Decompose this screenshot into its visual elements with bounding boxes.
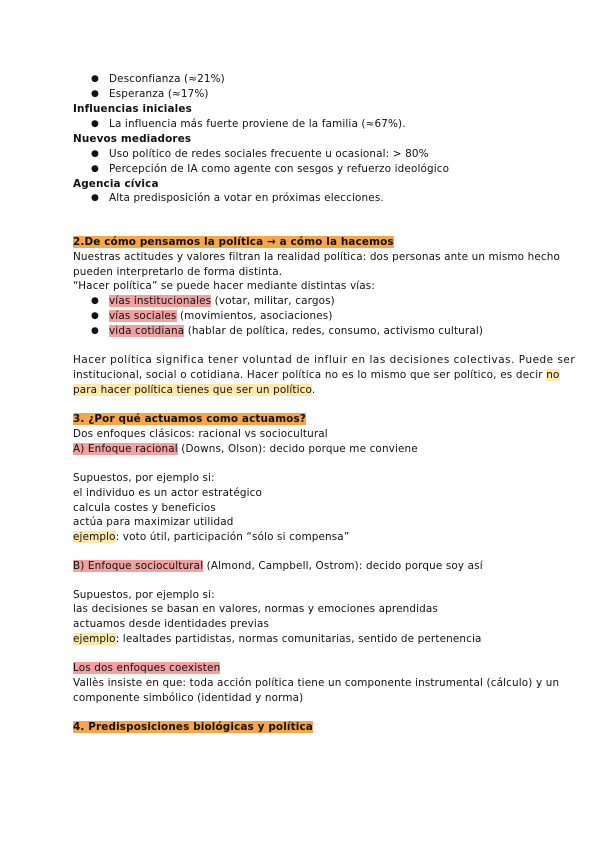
paragraph-text: : voto útil, participación “sólo si compensa” xyxy=(115,531,350,543)
paragraph-line: actúa para maximizar utilidad xyxy=(73,516,234,528)
paragraph-line: pueden interpretarlo de forma distinta. xyxy=(73,266,283,278)
paragraph-line: Supuestos, por ejemplo si: xyxy=(73,589,215,601)
highlight: B) Enfoque sociocultural xyxy=(73,560,204,572)
bullet-icon: ● xyxy=(91,164,100,174)
paragraph-line: Dos enfoques clásicos: racional vs sociocultural xyxy=(73,428,328,440)
bullet-icon: ● xyxy=(91,193,100,203)
list-item: Desconfianza (≈21%) xyxy=(109,73,225,85)
list-item-text: (votar, militar, cargos) xyxy=(211,295,335,307)
bullet-icon: ● xyxy=(91,119,100,129)
paragraph-line xyxy=(73,383,315,397)
list-item: Esperanza (≈17%) xyxy=(109,88,209,100)
paragraph-line: calcula costes y beneficios xyxy=(73,502,216,514)
list-item: Percepción de IA como agente con sesgos y refuerzo ideológico xyxy=(109,163,450,175)
paragraph-line: componente simbólico (identidad y norma) xyxy=(73,692,304,704)
paragraph-line: las decisiones se basan en valores, normas y emociones aprendidas xyxy=(73,603,438,615)
highlight: ejemplo xyxy=(73,633,116,645)
highlight: vías institucionales xyxy=(109,295,212,307)
subheading: Influencias iniciales xyxy=(73,103,192,115)
list-item: La influencia más fuerte proviene de la familia (≈67%). xyxy=(109,118,406,130)
highlight: ejemplo xyxy=(73,531,116,543)
section-heading-text: 2.De cómo pensamos la política → a cómo la hacemos xyxy=(73,236,394,248)
paragraph-line: Supuestos, por ejemplo si: xyxy=(73,472,215,484)
bullet-icon: ● xyxy=(91,149,100,159)
paragraph-line: Hacer política significa tener voluntad de influir en las decisiones colectivas. Puede ser xyxy=(73,354,576,366)
section-heading xyxy=(73,720,313,734)
paragraph-text: (Downs, Olson): decido porque me conviene xyxy=(177,443,418,455)
paragraph-line: Nuestras actitudes y valores filtran la realidad política: dos personas ante un mismo hecho xyxy=(73,251,561,263)
paragraph-line: “Hacer política” se puede hacer mediante distintas vías: xyxy=(73,280,376,292)
section-heading xyxy=(73,235,394,249)
paragraph-line: el individuo es un actor estratégico xyxy=(73,487,263,499)
list-item xyxy=(109,294,335,308)
list-item xyxy=(109,324,483,338)
highlight: vías sociales xyxy=(109,310,177,322)
highlight: para hacer política tienes que ser un político xyxy=(73,384,312,396)
highlight: Los dos enfoques coexisten xyxy=(73,662,221,674)
paragraph-line: Vallès insiste en que: toda acción política tiene un componente instrumental (cálculo) y un xyxy=(73,677,560,689)
paragraph-line: actuamos desde identidades previas xyxy=(73,618,270,630)
paragraph-line xyxy=(73,632,482,646)
section-heading-text: 4. Predisposiciones biológicas y política xyxy=(73,721,313,733)
paragraph-line xyxy=(73,368,560,382)
section-heading-text: 3. ¿Por qué actuamos como actuamos? xyxy=(73,413,306,425)
list-item-text: (movimientos, asociaciones) xyxy=(176,310,333,322)
paragraph-text: . xyxy=(311,384,316,396)
paragraph-text: institucional, social o cotidiana. Hacer política no es lo mismo que ser político, es decir xyxy=(73,369,547,381)
bullet-icon: ● xyxy=(91,311,100,321)
bullet-icon: ● xyxy=(91,296,100,306)
highlight: A) Enfoque racional xyxy=(73,443,178,455)
subheading: Agencia cívica xyxy=(73,178,159,190)
list-item xyxy=(109,309,333,323)
paragraph-text: : lealtades partidistas, normas comunitarias, sentido de pertenencia xyxy=(115,633,482,645)
subheading: Nuevos mediadores xyxy=(73,133,192,145)
highlight: vida cotidiana xyxy=(109,325,185,337)
list-item-text: (hablar de política, redes, consumo, activismo cultural) xyxy=(184,325,484,337)
paragraph-line xyxy=(73,661,220,675)
highlight: no xyxy=(546,369,560,381)
paragraph-text: (Almond, Campbell, Ostrom): decido porque soy así xyxy=(203,560,483,572)
paragraph-line xyxy=(73,559,483,573)
paragraph-line xyxy=(73,530,349,544)
bullet-icon: ● xyxy=(91,74,100,84)
bullet-icon: ● xyxy=(91,89,100,99)
section-heading xyxy=(73,412,306,426)
paragraph-line xyxy=(73,442,418,456)
list-item: Alta predisposición a votar en próximas elecciones. xyxy=(109,192,384,204)
bullet-icon: ● xyxy=(91,326,100,336)
list-item: Uso político de redes sociales frecuente u ocasional: > 80% xyxy=(109,148,429,160)
